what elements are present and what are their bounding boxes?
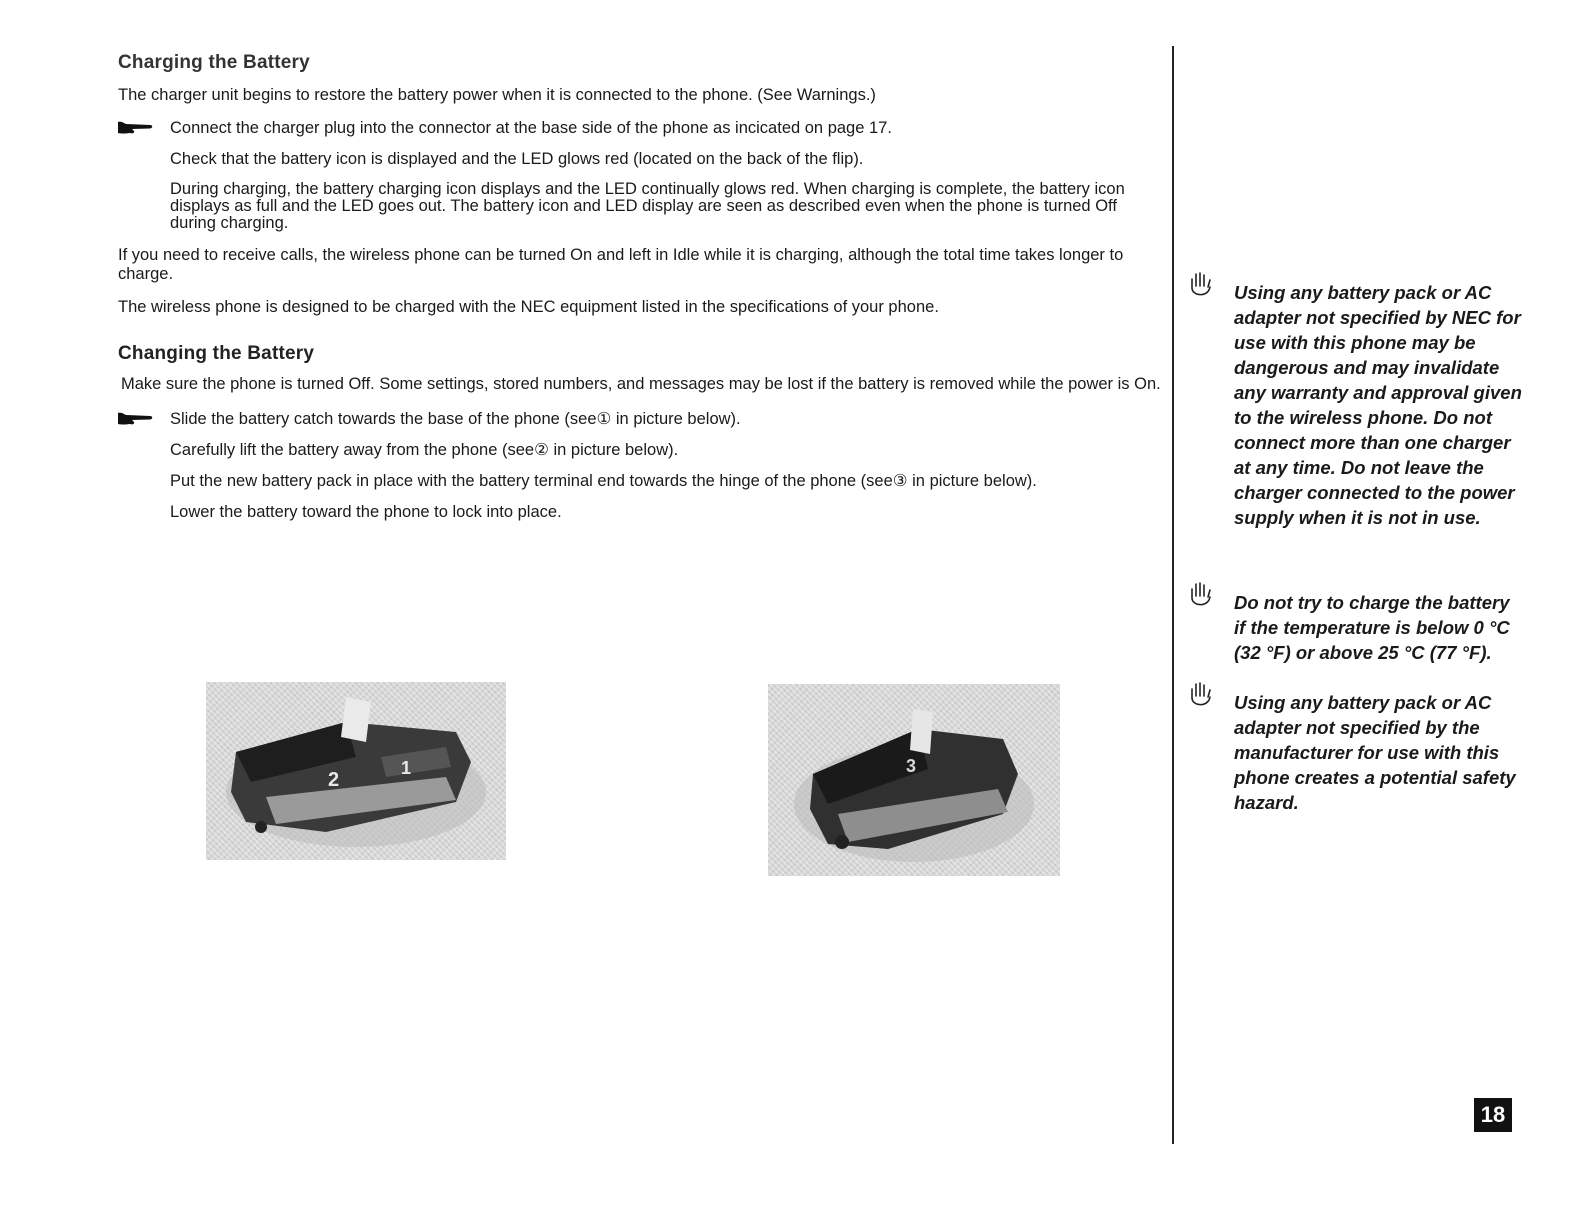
changing-intro: Make sure the phone is turned Off. Some settings, stored numbers, and messages may be lost if the battery is removed while the power is On. bbox=[121, 375, 1161, 393]
photo-label-3: 3 bbox=[906, 756, 917, 776]
charging-check: Check that the battery icon is displayed and the LED glows red (located on the back of the flip). bbox=[170, 150, 864, 168]
raised-hand-icon bbox=[1186, 580, 1216, 610]
raised-hand-icon bbox=[1186, 270, 1216, 300]
pointing-hand-icon bbox=[118, 119, 154, 137]
changing-step-2: Carefully lift the battery away from the phone (see② in picture below). bbox=[170, 441, 679, 459]
battery-removal-photo-2 bbox=[768, 684, 1060, 876]
battery-removal-photo-1 bbox=[206, 682, 506, 860]
photo-label-1: 1 bbox=[401, 758, 412, 778]
changing-step-1-text: Slide the battery catch towards the base of the phone (see① in picture below). bbox=[170, 410, 741, 428]
charging-during: During charging, the battery charging icon displays and the LED continually glows red. When charging is complete, the battery icon displays as full and the LED goes out. The battery icon and LED display are seen as described even when the phone is turned Off during charging. bbox=[170, 180, 1125, 232]
charging-step bbox=[118, 119, 1163, 138]
phone-illustration-1 bbox=[206, 682, 506, 860]
section-title-charging: Charging the Battery bbox=[118, 52, 310, 73]
warning-3 bbox=[1186, 680, 1516, 840]
warning-1-text: Using any battery pack or AC adapter not specified by NEC for use with this phone may be dangerous and may invalidate any warranty and approval given to the wireless phone. Do not connect more than one charger at any time. Do not leave the charger connected to the power supply when it is not in use. bbox=[1234, 282, 1522, 528]
column-divider bbox=[1172, 46, 1174, 1144]
warning-2-text: Do not try to charge the battery if the temperature is below 0 °C (32 °F) or above 25 °C (77 °F). bbox=[1234, 592, 1510, 663]
raised-hand-icon bbox=[1186, 680, 1216, 710]
charging-calls: If you need to receive calls, the wireless phone can be turned On and left in Idle while it is charging, although the total time takes longer to charge. bbox=[118, 246, 1124, 283]
charging-step-text: Connect the charger plug into the connector at the base side of the phone as incicated on page 17. bbox=[170, 119, 892, 137]
main-content bbox=[118, 52, 1163, 1152]
changing-step-3: Put the new battery pack in place with the battery terminal end towards the hinge of the phone (see③ in picture below). bbox=[170, 472, 1037, 490]
warning-1 bbox=[1186, 270, 1522, 570]
section-title-changing: Changing the Battery bbox=[118, 343, 315, 364]
page-number: 18 bbox=[1474, 1098, 1512, 1132]
pointing-hand-icon bbox=[118, 410, 154, 428]
phone-illustration-2 bbox=[768, 684, 1060, 876]
changing-step-4: Lower the battery toward the phone to lock into place. bbox=[170, 503, 562, 521]
charging-designed: The wireless phone is designed to be charged with the NEC equipment listed in the specifications of your phone. bbox=[118, 298, 939, 316]
changing-step-1 bbox=[118, 410, 1163, 429]
warning-3-text: Using any battery pack or AC adapter not specified by the manufacturer for use with this phone creates a potential safety hazard. bbox=[1234, 692, 1516, 813]
charging-intro: The charger unit begins to restore the battery power when it is connected to the phone. (See Warnings.) bbox=[118, 86, 876, 104]
warning-2 bbox=[1186, 580, 1516, 680]
photo-label-2: 2 bbox=[328, 769, 340, 791]
